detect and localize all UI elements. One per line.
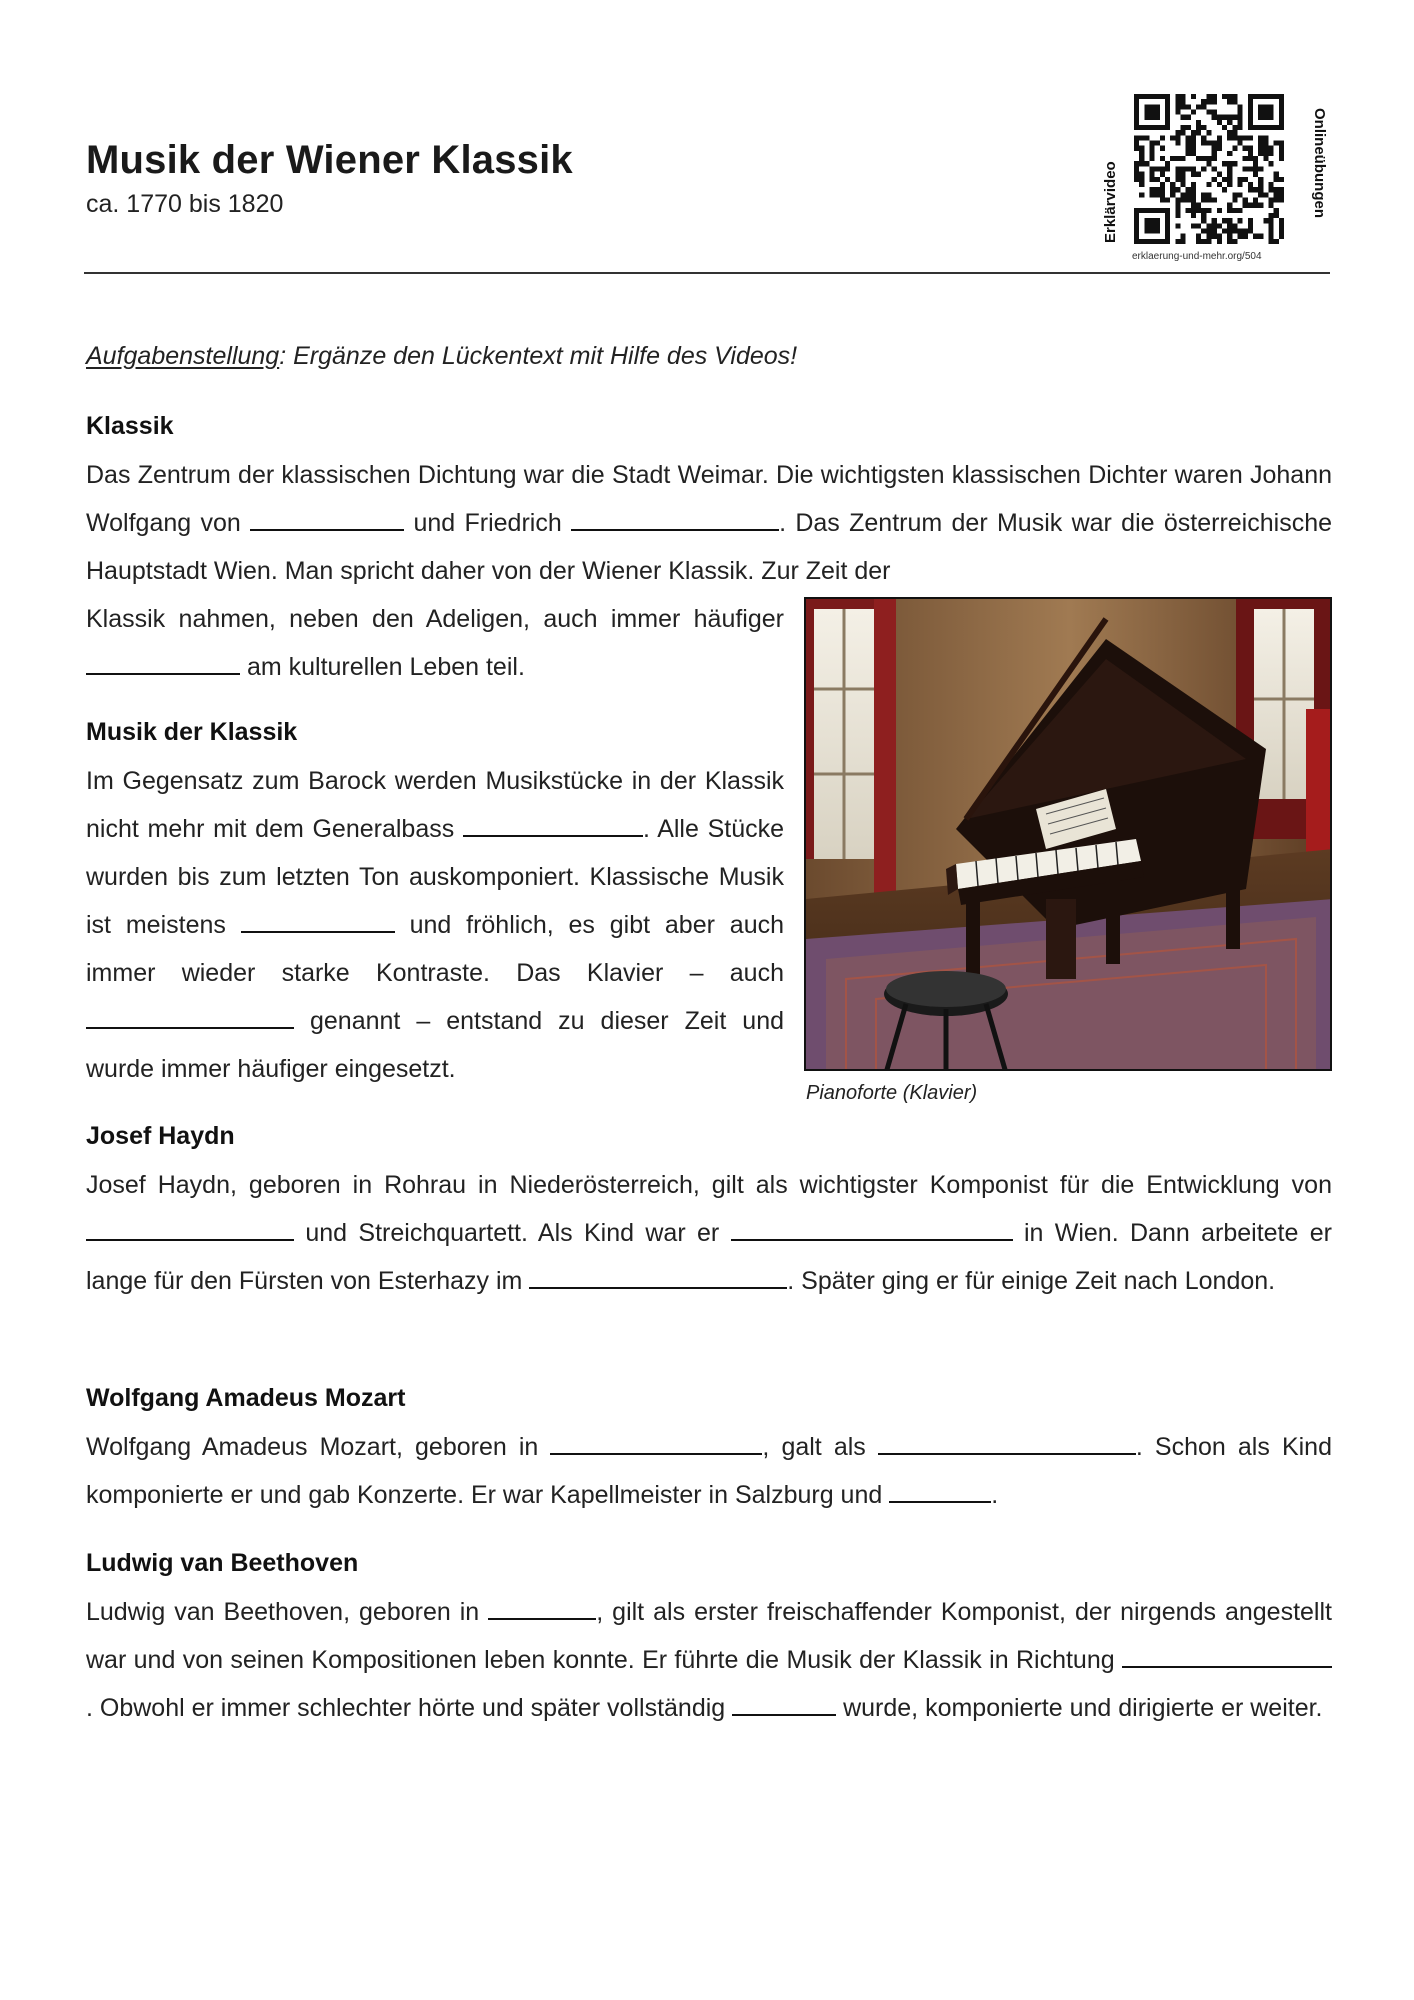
gap-blank[interactable] — [529, 1265, 787, 1289]
gap-blank[interactable] — [86, 1005, 294, 1029]
section-heading-mozart: Wolfgang Amadeus Mozart — [86, 1384, 406, 1412]
piano-illustration — [806, 599, 1332, 1071]
text-segment: . — [991, 1481, 999, 1509]
text-segment: . Alle Stücke wurden bis zum letzten Ton auskomponiert. Klassische Musik ist meistens — [86, 815, 785, 939]
gap-blank[interactable] — [889, 1479, 991, 1503]
gap-blank[interactable] — [250, 507, 404, 531]
text-segment: Im Gegensatz zum Barock werden Musikstücke in der Klassik nicht mehr mit dem Generalbass — [86, 767, 784, 843]
text-segment: Klassik nahmen, neben den Adeligen, auch immer häufiger — [86, 605, 784, 633]
section-heading-klassik: Klassik — [86, 412, 174, 440]
gap-blank[interactable] — [732, 1692, 836, 1716]
qr-right-label: Onlineübungen — [1311, 108, 1328, 218]
klassik-paragraph — [86, 451, 1332, 595]
gap-blank[interactable] — [571, 507, 779, 531]
text-segment: Wolfgang Amadeus Mozart, geboren in — [86, 1433, 551, 1461]
piano-photo — [804, 597, 1332, 1071]
gap-blank[interactable] — [1122, 1644, 1332, 1668]
page-title: Musik der Wiener Klassik — [86, 138, 573, 182]
text-segment: . Das Zentrum der Musik war die österreichische Hauptstadt Wien. Man spricht daher von der Wiener Klassik. Zur Zeit der — [86, 509, 1332, 585]
text-segment: und Streichquartett. Als Kind war er — [294, 1219, 731, 1247]
photo-caption: Pianoforte (Klavier) — [806, 1082, 978, 1104]
section-heading-musik: Musik der Klassik — [86, 718, 298, 746]
text-segment: Das Zentrum der klassischen Dichtung war die Stadt Weimar. Die wichtigsten klassischen Dichter waren Johann Wolfgang von — [86, 461, 1332, 537]
gap-blank[interactable] — [550, 1431, 762, 1455]
text-segment: und fröhlich, es gibt aber auch immer wieder starke Kontraste. Das Klavier – auch — [86, 911, 784, 987]
text-segment: , gilt als erster freischaffender Komponist, der nirgends angestellt war und von seinen Kompositionen leben konnte. Er führte die Musik der Klassik in Richtung — [86, 1598, 1332, 1674]
text-segment: Ludwig van Beethoven, geboren in — [86, 1598, 489, 1626]
haydn-paragraph — [86, 1161, 1332, 1305]
musik-paragraph — [86, 757, 784, 1093]
text-segment: wurde, komponierte und dirigierte er weiter. — [836, 1694, 1323, 1722]
text-segment: genannt – entstand zu dieser Zeit und wurde immer häufiger eingesetzt. — [86, 1007, 784, 1083]
klassik-paragraph-cont — [86, 595, 784, 691]
gap-blank[interactable] — [488, 1596, 596, 1620]
text-segment: . Schon als Kind komponierte er und gab Konzerte. Er war Kapellmeister in Salzburg und — [86, 1433, 1332, 1509]
qr-url: erklaerung-und-mehr.org/504 — [1132, 251, 1262, 262]
text-segment: am kulturellen Leben teil. — [240, 653, 525, 681]
header-divider — [84, 272, 1330, 274]
task-text: : Ergänze den Lückentext mit Hilfe des Videos! — [279, 342, 798, 370]
text-segment: . Obwohl er immer schlechter hörte und später vollständig — [86, 1694, 733, 1722]
text-segment: und Friedrich — [404, 509, 572, 537]
section-heading-beethoven: Ludwig van Beethoven — [86, 1549, 359, 1577]
gap-blank[interactable] — [878, 1431, 1136, 1455]
qr-code[interactable] — [1134, 94, 1284, 244]
text-segment: Josef Haydn, geboren in Rohrau in Niederösterreich, gilt als wichtigster Komponist für die Entwicklung von — [86, 1171, 1332, 1199]
gap-blank[interactable] — [86, 1217, 294, 1241]
text-segment: . Später ging er für einige Zeit nach London. — [787, 1267, 1276, 1295]
qr-left-label: Erklärvideo — [1102, 161, 1119, 243]
text-segment: , galt als — [762, 1433, 878, 1461]
qr-block — [1090, 88, 1330, 268]
section-heading-haydn: Josef Haydn — [86, 1122, 235, 1150]
gap-blank[interactable] — [463, 813, 643, 837]
gap-blank[interactable] — [86, 651, 240, 675]
gap-blank[interactable] — [241, 909, 395, 933]
beethoven-paragraph — [86, 1588, 1332, 1732]
gap-blank[interactable] — [731, 1217, 1013, 1241]
task-label: Aufgabenstellung — [86, 342, 280, 370]
text-segment: in Wien. Dann arbeitete er lange für den Fürsten von Esterhazy im — [86, 1219, 1332, 1295]
task-instruction — [86, 342, 797, 371]
mozart-paragraph — [86, 1423, 1332, 1519]
page-subtitle: ca. 1770 bis 1820 — [86, 190, 284, 218]
